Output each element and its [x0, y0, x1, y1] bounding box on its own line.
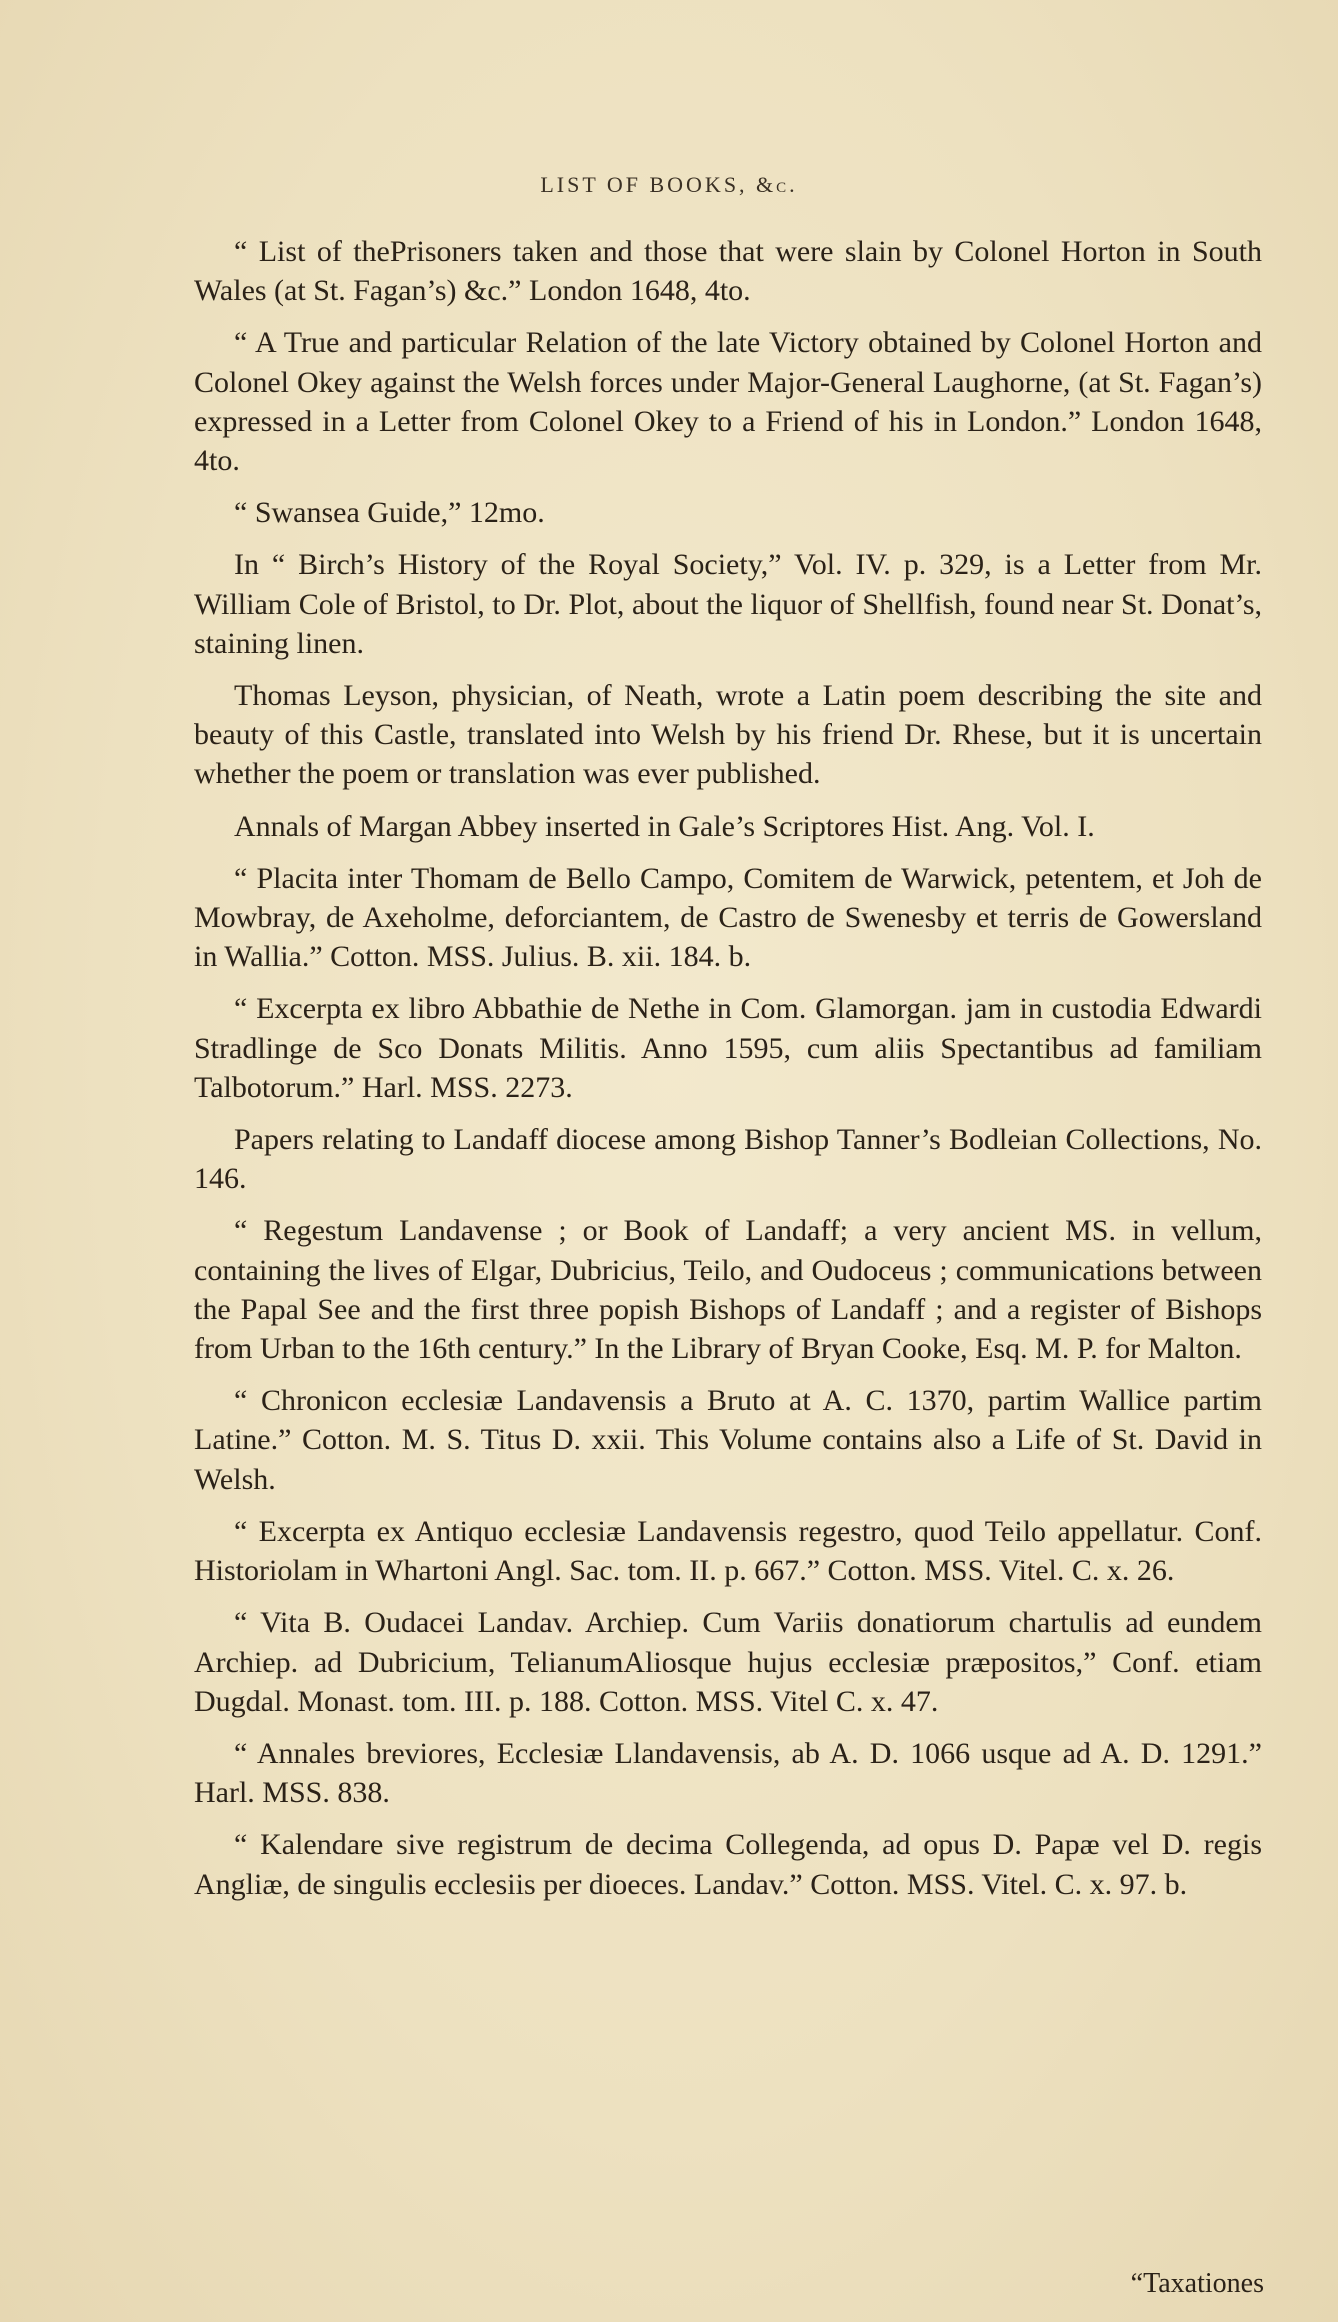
catchword: “Taxationes [1130, 2268, 1264, 2299]
entry-paragraph: “ Excerpta ex libro Abbathie de Nethe in Com. Glamorgan. jam in custodia Edwardi Stradlinge de Sco Donats Militis. Anno 1595, cum aliis Spectantibus ad familiam Talbotorum.” Harl. MSS. 2273. [194, 992, 1262, 1104]
entry-paragraph: “ Regestum Landavense ; or Book of Landaff; a very ancient MS. in vellum, containing the lives of Elgar, Dubricius, Teilo, and Oudoceus ; communications between the Papal See and the first three popish Bishops of Landaff ; and a register of Bishops from Urban to the 16th century.” In the Library of Bryan Cooke, Esq. M. P. for Malton. [194, 1214, 1262, 1366]
entry-paragraph: Annals of Margan Abbey inserted in Gale’s Scriptores Hist. Ang. Vol. I. [234, 809, 1095, 843]
running-head: LIST OF BOOKS, &c. [540, 172, 798, 197]
entry-paragraph: “ Vita B. Oudacei Landav. Archiep. Cum Variis donatiorum chartulis ad eundem Archiep. ad Dubricium, TelianumAliosque hujus ecclesiæ præpositos,” Conf. etiam Dugdal. Monast. tom. III. p. 188. Cotton. MSS. Vitel C. x. 47. [194, 1606, 1262, 1718]
entry-paragraph: Thomas Leyson, physician, of Neath, wrote a Latin poem describing the site and beauty of this Castle, translated into Welsh by his friend Dr. Rhese, but it is uncertain whether the poem or translation was ever published. [194, 679, 1262, 791]
entry-paragraph: “ List of thePrisoners taken and those that were slain by Colonel Horton in South Wales (at St. Fagan’s) &c.” London 1648, 4to. [194, 235, 1262, 308]
entry-paragraph: In “ Birch’s History of the Royal Society,” Vol. IV. p. 329, is a Letter from Mr. William Cole of Bristol, to Dr. Plot, about the liquor of Shellfish, found near St. Donat’s, staining linen. [194, 548, 1262, 660]
text-block [194, 232, 1262, 1917]
entry-paragraph: “ Placita inter Thomam de Bello Campo, Comitem de Warwick, petentem, et Joh de Mowbray, de Axeholme, deforciantem, de Castro de Swenesby et terris de Gowersland in Wallia.” Cotton. MSS. Julius. B. xii. 184. b. [194, 861, 1262, 974]
entry-paragraph: Papers relating to Landaff diocese among Bishop Tanner’s Bodleian Collections, No. 146. [194, 1123, 1262, 1196]
entry-paragraph: “ Swansea Guide,” 12mo. [234, 496, 545, 530]
entry-paragraph: “ Annales breviores, Ecclesiæ Llandavensis, ab A. D. 1066 usque ad A. D. 1291.” Harl. MSS. 838. [194, 1736, 1262, 1810]
entry-paragraph: “ Chronicon ecclesiæ Landavensis a Bruto at A. C. 1370, partim Wallice partim Latine.” Cotton. M. S. Titus D. xxii. This Volume contains also a Life of St. David in Welsh. [194, 1384, 1262, 1496]
entry-paragraph: “ Excerpta ex Antiquo ecclesiæ Landavensis regestro, quod Teilo appellatur. Conf. Historiolam in Whartoni Angl. Sac. tom. II. p. 667.” Cotton. MSS. Vitel. C. x. 26. [194, 1514, 1262, 1588]
entry-paragraph: “ A True and particular Relation of the late Victory obtained by Colonel Horton and Colonel Okey against the Welsh forces under Major-General Laughorne, (at St. Fagan’s) expressed in a Letter from Colonel Okey to a Friend of his in London.” London 1648, 4to. [194, 326, 1262, 478]
entry-paragraph: “ Kalendare sive registrum de decima Collegenda, ad opus D. Papæ vel D. regis Angliæ, de singulis ecclesiis per dioeces. Landav.” Cotton. MSS. Vitel. C. x. 97. b. [194, 1828, 1262, 1901]
